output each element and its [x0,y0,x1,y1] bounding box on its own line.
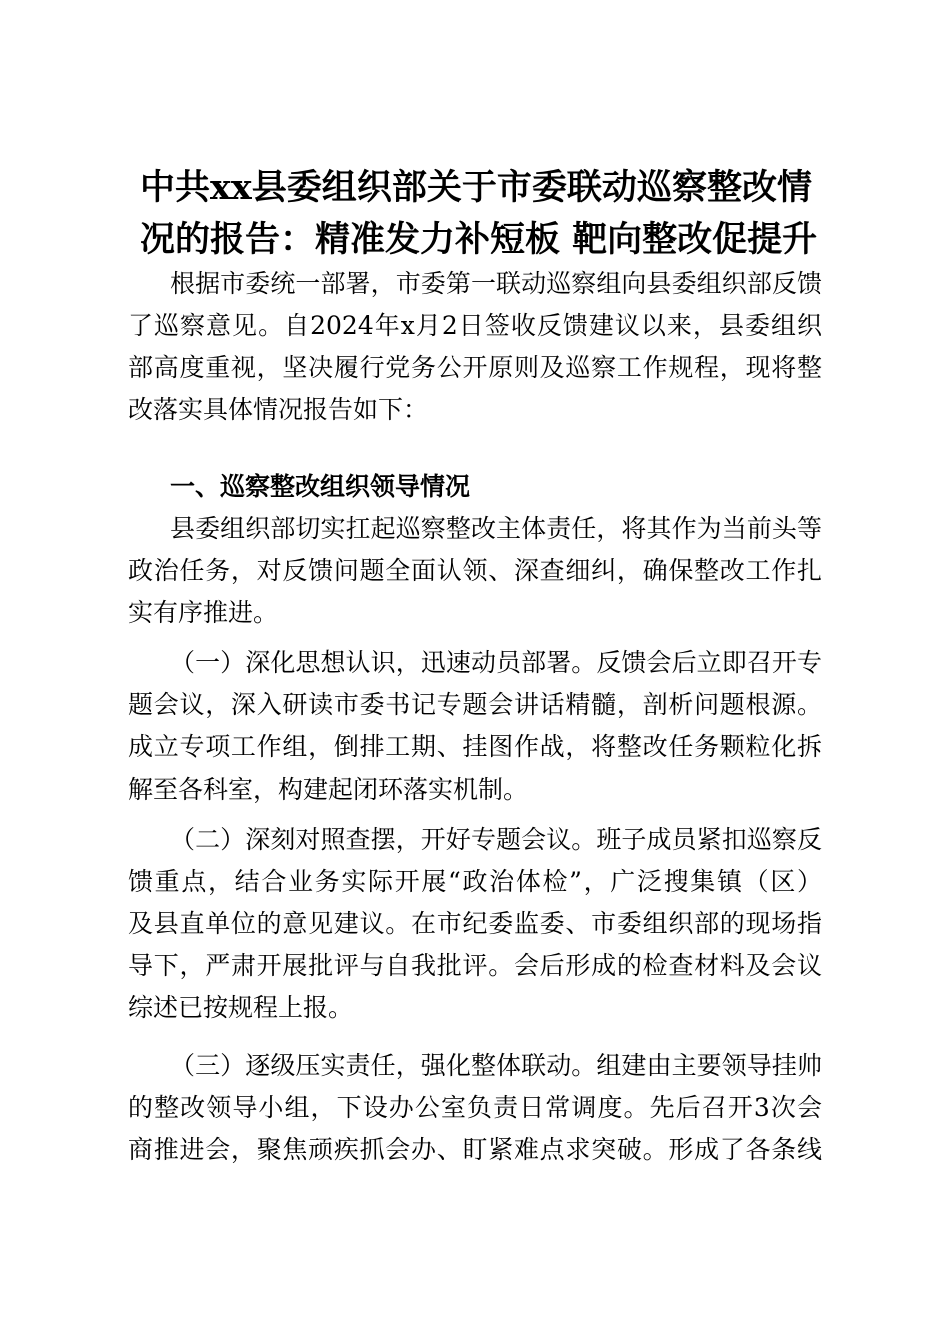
paragraph-line: 成立专项工作组，倒排工期、挂图作战，将整改任务颗粒化拆 [128,732,822,761]
paragraph-line: 改落实具体情况报告如下： [128,395,429,424]
paragraph-line: 政治任务，对反馈问题全面认领、深查细纠，确保整改工作扎 [128,556,822,585]
paragraph-line: 根据市委统一部署，市委第一联动巡察组向县委组织部反馈 [170,269,822,298]
document-title-line-1: 中共xx县委组织部关于市委联动巡察整改情 [140,167,812,208]
paragraph-line: 县委组织部切实扛起巡察整改主体责任，将其作为当前头等 [170,514,822,543]
paragraph-line: （一）深化思想认识，迅速动员部署。反馈会后立即召开专 [170,648,822,677]
paragraph-line: 馈重点，结合业务实际开展“政治体检”，广泛搜集镇（区） [128,867,822,896]
paragraph-line: 部高度重视，坚决履行党务公开原则及巡察工作规程，现将整 [128,353,822,382]
paragraph-line: 解至各科室，构建起闭环落实机制。 [128,775,529,804]
paragraph-line: （二）深刻对照查摆，开好专题会议。班子成员紧扣巡察反 [170,825,822,854]
document-title-line-2: 况的报告：精准发力补短板 靶向整改促提升 [140,219,818,260]
paragraph-line: 的整改领导小组，下设办公室负责日常调度。先后召开3次会 [128,1093,822,1122]
paragraph-line: 了巡察意见。自2024年x月2日签收反馈建议以来，县委组织 [128,311,822,340]
paragraph-line: 综述已按规程上报。 [128,993,354,1022]
paragraph-line: 题会议，深入研读市委书记专题会讲话精髓，剖析问题根源。 [128,690,822,719]
paragraph-line: （三）逐级压实责任，强化整体联动。组建由主要领导挂帅 [170,1051,822,1080]
paragraph-line: 实有序推进。 [128,598,279,627]
section-heading: 一、巡察整改组织领导情况 [170,472,471,501]
paragraph-line: 商推进会，聚焦顽疾抓会办、盯紧难点求突破。形成了各条线 [128,1135,822,1164]
paragraph-line: 导下，严肃开展批评与自我批评。会后形成的检查材料及会议 [128,951,822,980]
paragraph-line: 及县直单位的意见建议。在市纪委监委、市委组织部的现场指 [128,909,822,938]
